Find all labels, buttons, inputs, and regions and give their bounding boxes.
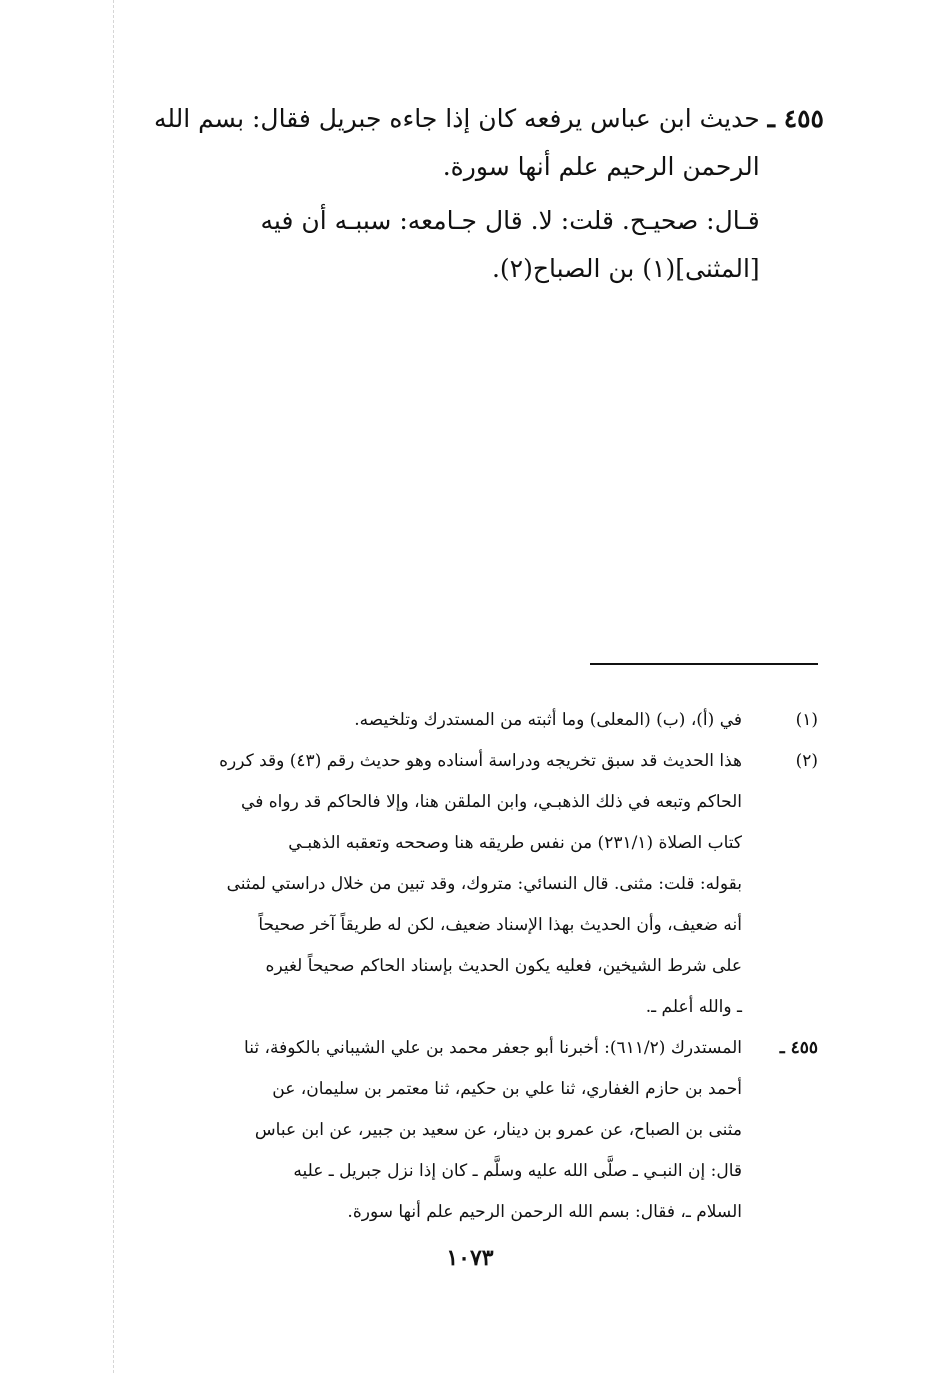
- footnote-line: الحاكم وتبعه في ذلك الذهبـي، وابن الملقن هنا، وإلا فالحاكم قد رواه في: [241, 792, 742, 812]
- source-note: [118, 1028, 824, 1233]
- footnote-line: على شرط الشيخين، فعليه يكون الحديث بإسناد الحاكم صحيحاً لغيره: [265, 956, 742, 976]
- footnote-number: (٢): [795, 751, 818, 771]
- source-note-line: مثنى بن الصباح، عن عمرو بن دينار، عن سعيد بن جبير، عن ابن عباس: [254, 1120, 742, 1140]
- footnotes: [118, 700, 824, 1233]
- source-note-line: السلام ـ، فقال: بسم الله الرحمن الرحيم علم أنها سورة.: [347, 1202, 742, 1222]
- comment-line: [المثنى](١) بن الصباح(٢).: [491, 254, 760, 283]
- compiler-comment: [154, 197, 760, 293]
- footnote-text: [118, 700, 742, 741]
- footnote-line: بقوله: قلت: مثنى. قال النسائي: متروك، وقد تبين من خلال دراستي لمثنى: [226, 874, 742, 894]
- footnote-text: [118, 741, 742, 1028]
- footnote: [118, 741, 824, 1028]
- page-number: ١٠٧٣: [446, 1245, 494, 1271]
- footnote-line: أنه ضعيف، وأن الحديث بهذا الإسناد ضعيف، لكن له طريقاً آخر صحيحاً: [258, 915, 742, 935]
- hadith-text: [154, 95, 760, 191]
- footnote-line: ـ والله أعلم ـ.: [645, 997, 742, 1017]
- page-gutter-line: [113, 0, 114, 1373]
- footnote-number: (١): [795, 710, 818, 730]
- source-note-number: ٤٥٥ ـ: [779, 1038, 818, 1058]
- source-note-line: المستدرك (٦١١/٢): أخبرنا أبو جعفر محمد بن علي الشيباني بالكوفة، ثنا: [244, 1038, 742, 1058]
- hadith-line: الرحمن الرحيم علم أنها سورة.: [442, 152, 760, 181]
- hadith-body: [154, 95, 760, 293]
- footnote: [118, 700, 824, 741]
- source-note-line: أحمد بن حازم الغفاري، ثنا علي بن حكيم، ثنا معتمر بن سليمان، عن: [272, 1079, 742, 1099]
- source-note-line: قال: إن النبـي ـ صلَّى الله عليه وسلَّم ـ كان إذا نزل جبريل ـ عليه: [293, 1161, 742, 1181]
- hadith-line: حديث ابن عباس يرفعه كان إذا جاءه جبريل فقال: بسم الله: [153, 104, 760, 133]
- main-text: [118, 95, 824, 293]
- comment-line: قـال: صحيـح. قلت: لا. قال جـامعه: سببـه أن فيه: [260, 206, 760, 235]
- footnote-line: كتاب الصلاة (٢٣١/١) من نفس طريقه هنا وصححه وتعقبه الذهبـي: [288, 833, 742, 853]
- footnote-line: في (أ)، (ب) (المعلى) وما أثبته من المستدرك وتلخيصه.: [354, 710, 742, 730]
- hadith-number: ٤٥٥ ـ: [767, 104, 824, 133]
- source-note-text: [118, 1028, 742, 1233]
- footnote-line: هذا الحديث قد سبق تخريجه ودراسة أسناده وهو حديث رقم (٤٣) وقد كرره: [219, 751, 742, 771]
- footnote-separator: [590, 663, 818, 665]
- hadith-entry: [118, 95, 824, 293]
